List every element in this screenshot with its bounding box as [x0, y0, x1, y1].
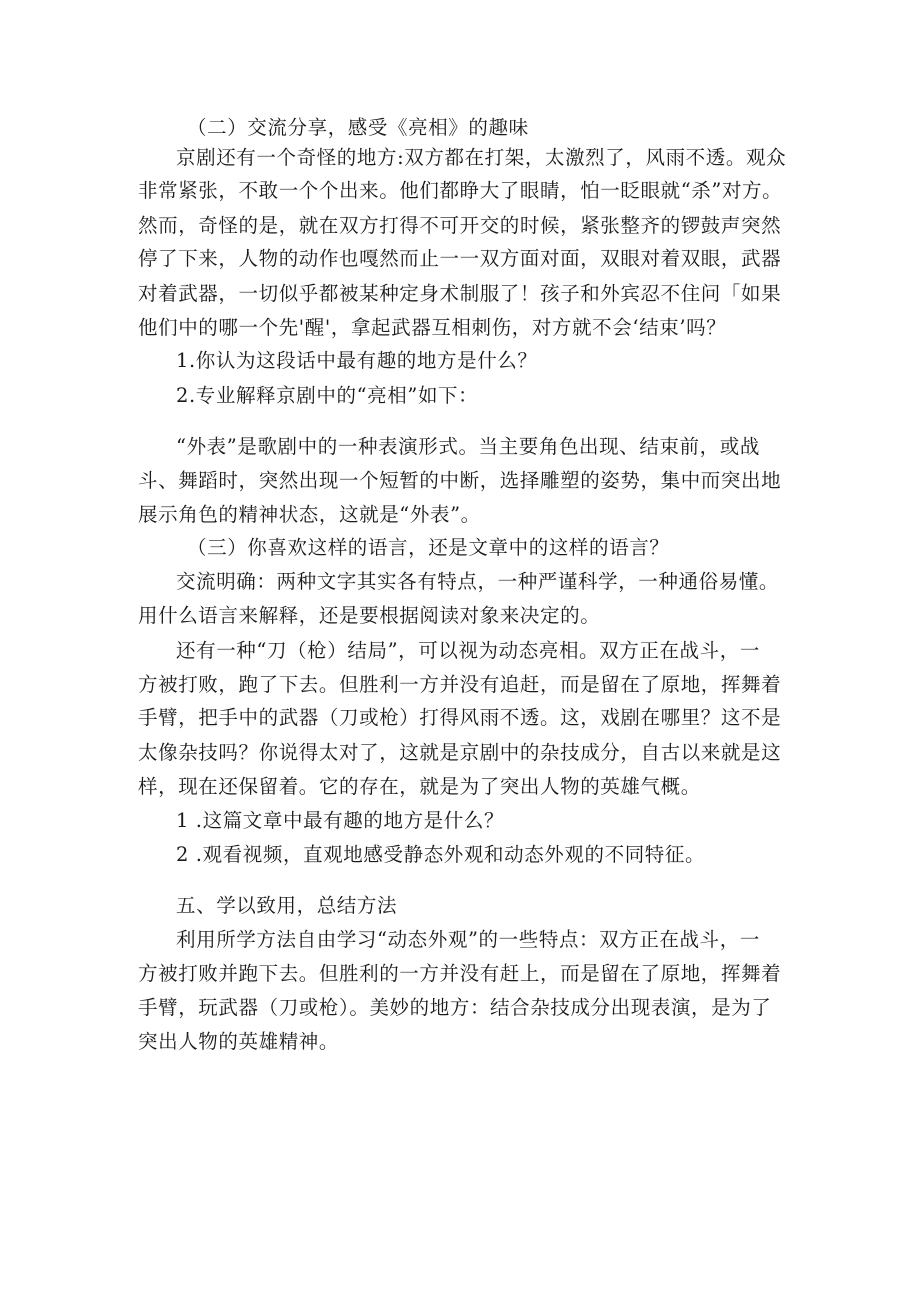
paragraph-line: 手臂，玩武器（刀或枪）。美妙的地方：结合杂技成分出现表演，是为了	[138, 996, 772, 1019]
paragraph-line: 手臂，把手中的武器（刀或枪）打得风雨不透。这，戏剧在哪里？这不是	[138, 706, 782, 729]
definition-line: 展示角色的精神状态，这就是“外表”。	[138, 503, 481, 526]
paragraph-line: 利用所学方法自由学习“动态外观”的一些特点：双方正在战斗，一	[176, 928, 760, 951]
section-heading-exchange: （二）交流分享，感受《亮相》的趣味	[187, 116, 529, 139]
paragraph-line: 用什么语言来解释，还是要根据阅读对象来决定的。	[138, 604, 601, 627]
paragraph-line: 太像杂技吗？你说得太对了，这就是京剧中的杂技成分，自古以来就是这	[138, 741, 782, 764]
paragraph-line: 非常紧张，不敢一个个出来。他们都睁大了眼睛，怕一眨眼就“杀”对方。	[138, 179, 783, 202]
paragraph-line: 交流明确：两种文字其实各有特点，一种严谨科学，一种通俗易懂。	[176, 570, 780, 593]
question-line: 2.专业解释京剧中的“亮相”如下：	[176, 384, 479, 407]
paragraph-line: 对着武器，一切似乎都被某种定身术制服了！孩子和外宾忍不住问「如果	[138, 282, 782, 305]
paragraph-line: 方被打败，跑了下去。但胜利一方并没有追赶，而是留在了原地，挥舞着	[138, 673, 782, 696]
question-line: 1.你认为这段话中最有趣的地方是什么？	[176, 349, 538, 372]
section-heading-language: （三）你喜欢这样的语言，还是文章中的这样的语言？	[187, 536, 670, 559]
definition-line: 斗、舞蹈时，突然出现一个短暂的中断，选择雕塑的姿势，集中而突出地	[138, 469, 782, 492]
question-line: 1 .这篇文章中最有趣的地方是什么？	[176, 809, 505, 832]
section-heading-apply: 五、学以致用，总结方法	[176, 894, 398, 917]
paragraph-line: 样，现在还保留着。它的存在，就是为了突出人物的英雄气概。	[138, 775, 701, 798]
paragraph-line: 他们中的哪一个先'醒'，拿起武器互相刺伤，对方就不会‘结束’吗？	[138, 316, 727, 339]
paragraph-line: 停了下来，人物的动作也嘎然而止一一双方面对面，双眼对着双眼，武器	[138, 247, 782, 270]
paragraph-line: 还有一种“刀（枪）结局”，可以视为动态亮相。双方正在战斗，一	[176, 639, 760, 662]
paragraph-line: 然而，奇怪的是，就在双方打得不可开交的时候，紧张整齐的锣鼓声突然	[138, 214, 782, 237]
paragraph-line: 突出人物的英雄精神。	[138, 1030, 340, 1053]
definition-line: “外表”是歌剧中的一种表演形式。当主要角色出现、结束前，或战	[176, 435, 760, 458]
paragraph-line: 方被打败并跑下去。但胜利的一方并没有赶上，而是留在了原地，挥舞着	[138, 962, 782, 985]
question-line: 2 .观看视频，直观地感受静态外观和动态外观的不同特征。	[176, 843, 706, 866]
paragraph-line: 京剧还有一个奇怪的地方:双方都在打架，太激烈了，风雨不透。观众	[176, 146, 787, 169]
